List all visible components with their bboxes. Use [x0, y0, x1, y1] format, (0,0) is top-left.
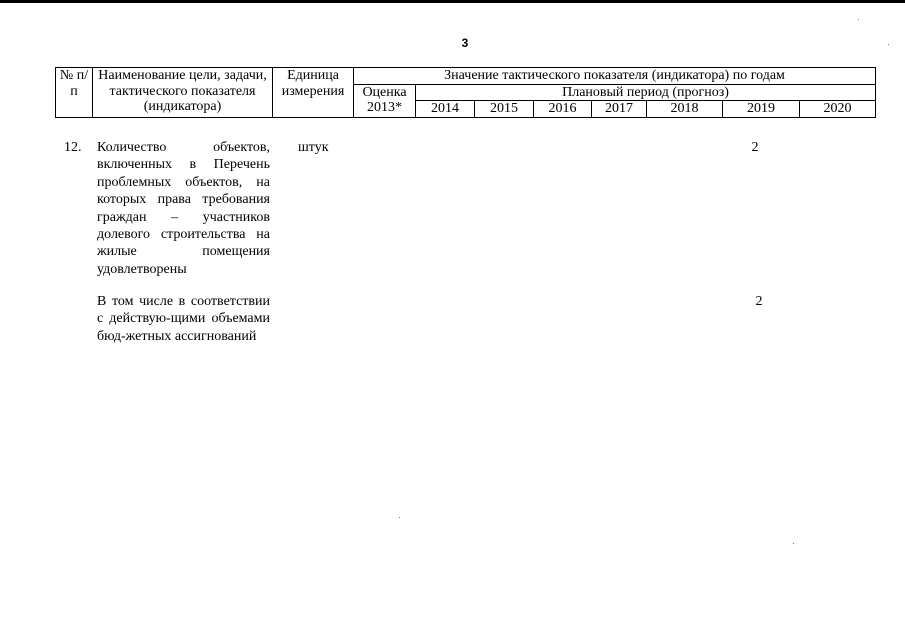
- header-year: 2015: [475, 101, 534, 118]
- row-subindicator-name: В том числе в соответствии с действую-щими объемами бюд-жетных ассигнований: [97, 294, 270, 344]
- header-unit: Единица измерения: [273, 68, 354, 118]
- header-estimate: Оценка 2013*: [354, 84, 416, 117]
- header-year: 2020: [800, 101, 876, 118]
- row-number: 12.: [64, 140, 82, 155]
- row-value-2019: 2: [755, 294, 763, 309]
- row-indicator-name: Количество объектов, включенных в Перечень проблемных объектов, на которых права требования граждан – участников долевого строительства на жилые помещения удовлетворены: [97, 140, 270, 277]
- header-year: 2019: [723, 101, 800, 118]
- header-number: № п/п: [56, 68, 93, 118]
- header-values-title: Значение тактического показателя (индикатора) по годам: [354, 68, 876, 85]
- header-name: Наименование цели, задачи, тактического показателя (индикатора): [93, 68, 273, 118]
- header-year: 2016: [534, 101, 592, 118]
- scan-speck: [888, 44, 889, 45]
- header-year: 2017: [592, 101, 647, 118]
- header-year: 2014: [416, 101, 475, 118]
- header-year: 2018: [647, 101, 723, 118]
- scan-speck: [858, 19, 859, 20]
- indicator-table-header: [55, 67, 876, 118]
- row-value-2019: 2: [751, 140, 759, 155]
- scan-speck: [793, 543, 794, 544]
- row-unit: штук: [298, 140, 329, 155]
- scan-speck: [399, 517, 400, 518]
- header-plan-period: Плановый период (прогноз): [416, 84, 876, 101]
- top-border: [0, 0, 905, 3]
- page-number: 3: [461, 36, 469, 50]
